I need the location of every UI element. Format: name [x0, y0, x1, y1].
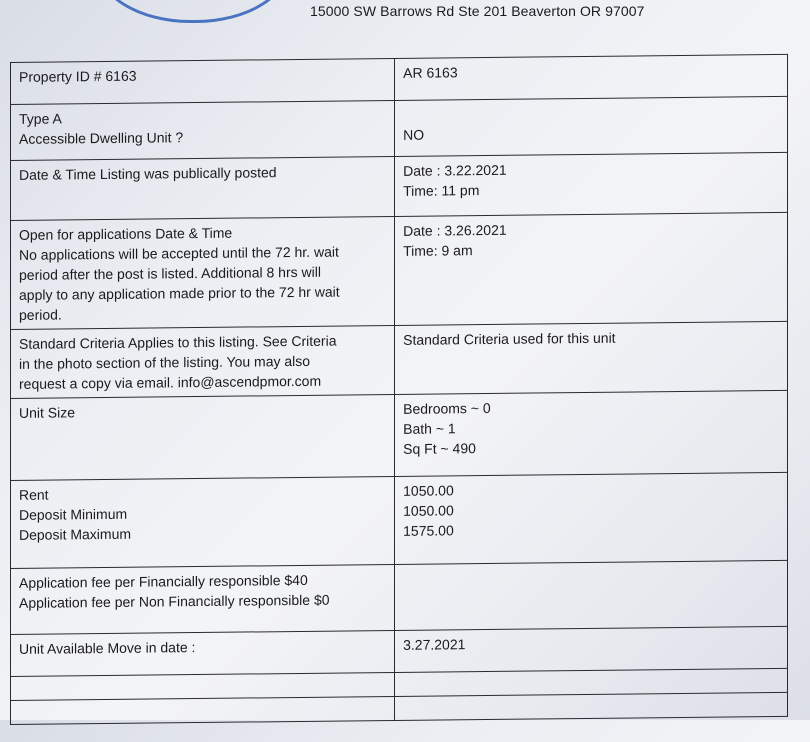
field-value-line: Standard Criteria used for this unit: [403, 329, 616, 348]
field-value-line: 3.27.2021: [403, 636, 466, 653]
field-value-cell: [395, 626, 788, 672]
field-value-line: Date : 3.26.2021: [403, 221, 507, 239]
field-label-cell: [11, 564, 395, 634]
field-value-cell: [395, 390, 788, 476]
field-value-line: 1050.00: [403, 502, 454, 519]
field-value-line: Date : 3.22.2021: [403, 161, 507, 179]
table-row: [11, 152, 788, 220]
field-value-cell: [395, 560, 788, 630]
field-value-cell: [395, 692, 788, 720]
field-label-cell: [11, 216, 395, 329]
field-label-line: Accessible Dwelling Unit ?: [19, 129, 184, 147]
field-value-line: 1575.00: [403, 522, 454, 539]
field-label-line: Application fee per Non Financially responsible $0: [19, 591, 330, 611]
field-label-line: in the photo section of the listing. You may also: [19, 352, 311, 372]
listing-table: [10, 54, 788, 725]
field-label-cell: [11, 58, 395, 104]
company-address: 15000 SW Barrows Rd Ste 201 Beaverton OR 97007: [310, 3, 645, 19]
field-value-line: Time: 9 am: [403, 242, 473, 259]
field-value-line: AR 6163: [403, 64, 458, 81]
table-row: [11, 96, 788, 160]
field-value-cell: [395, 472, 788, 564]
field-value-line: 1050.00: [403, 482, 454, 499]
field-label-cell: [11, 100, 395, 160]
field-value-cell: [395, 152, 788, 216]
field-label-line: Date & Time Listing was publically posted: [19, 164, 277, 183]
table-row: [11, 212, 788, 329]
field-label-line: Open for applications Date & Time: [19, 224, 233, 243]
field-label-line: Standard Criteria Applies to this listing. See Criteria: [19, 332, 337, 352]
company-logo-arc: [95, 0, 291, 23]
table-row: [11, 472, 788, 568]
field-label-line: No applications will be accepted until the 72 hr. wait: [19, 243, 339, 263]
field-label-cell: [11, 696, 395, 724]
field-label-cell: [11, 156, 395, 220]
field-value-line: Bedrooms ~ 0: [403, 399, 491, 417]
table-row: [11, 390, 788, 480]
field-label-line: Unit Available Move in date :: [19, 639, 196, 657]
field-label-line: Rent: [19, 486, 49, 503]
field-label-line: period.: [19, 306, 62, 323]
field-value-cell: [395, 321, 788, 394]
field-label-line: Application fee per Financially responsible $40: [19, 571, 308, 591]
field-label-line: Unit Size: [19, 404, 76, 421]
field-value-line: Sq Ft ~ 490: [403, 440, 476, 457]
field-value-line: Bath ~ 1: [403, 420, 456, 437]
field-label-cell: [11, 630, 395, 676]
table-row: [11, 321, 788, 398]
field-value-line: NO: [403, 126, 425, 143]
field-label-line: apply to any application made prior to the 72 hr wait: [19, 283, 340, 303]
field-label-line: Deposit Minimum: [19, 505, 128, 523]
field-value-cell: [395, 212, 788, 325]
field-label-cell: [11, 325, 395, 398]
field-label-line: period after the post is listed. Additional 8 hrs will: [19, 263, 321, 283]
field-label-line: Property ID # 6163: [19, 67, 137, 85]
field-label-line: request a copy via email. info@ascendpmor.com: [19, 372, 322, 392]
listing-sheet: [10, 62, 800, 742]
field-value-cell: [395, 54, 788, 100]
field-label-line: Type A: [19, 110, 62, 127]
field-value-cell: [395, 96, 788, 156]
table-row: [11, 560, 788, 634]
field-label-line: Deposit Maximum: [19, 525, 132, 543]
field-value-line: Time: 11 pm: [403, 182, 480, 199]
field-label-cell: [11, 394, 395, 480]
field-label-cell: [11, 476, 395, 568]
